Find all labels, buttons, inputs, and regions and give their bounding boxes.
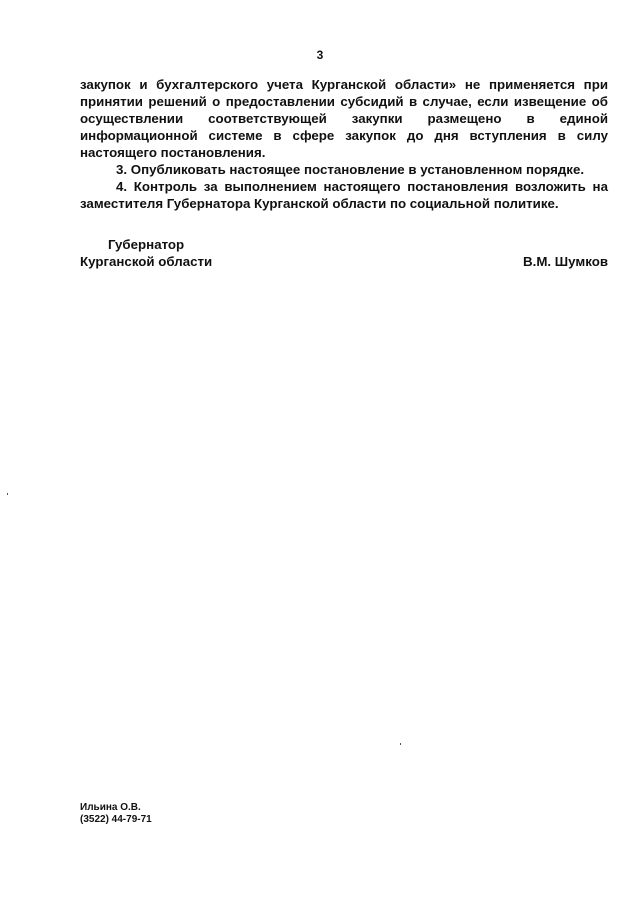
scan-speck — [400, 743, 401, 745]
paragraph-item-4: 4. Контроль за выполнением настоящего постановления возложить на заместителя Губернатора Курганской области по социальной политике. — [80, 179, 608, 211]
paragraph-continuation: закупок и бухгалтерского учета Курганской области» не применяется при принятии решений о предоставлении субсидий в случае, если извещение об осуществлении соответствующей закупки размещено в единой информационной системе в сфере закупок до дня вступления в силу настоящего постановления. — [80, 77, 608, 160]
document-body — [80, 76, 608, 212]
signatory-name: В.М. Шумков — [523, 254, 608, 269]
scan-speck — [7, 493, 8, 495]
signatory-position — [80, 236, 212, 270]
executor-name: Ильина О.В. — [80, 802, 141, 813]
executor-footer — [80, 802, 152, 826]
executor-phone: (3522) 44-79-71 — [80, 814, 152, 825]
signatory-position-line2: Курганской области — [80, 254, 213, 269]
page-number: 3 — [316, 48, 324, 62]
paragraph-item-3: 3. Опубликовать настоящее постановление в установленном порядке. — [116, 162, 585, 177]
signatory-position-line1: Губернатор — [108, 237, 185, 252]
